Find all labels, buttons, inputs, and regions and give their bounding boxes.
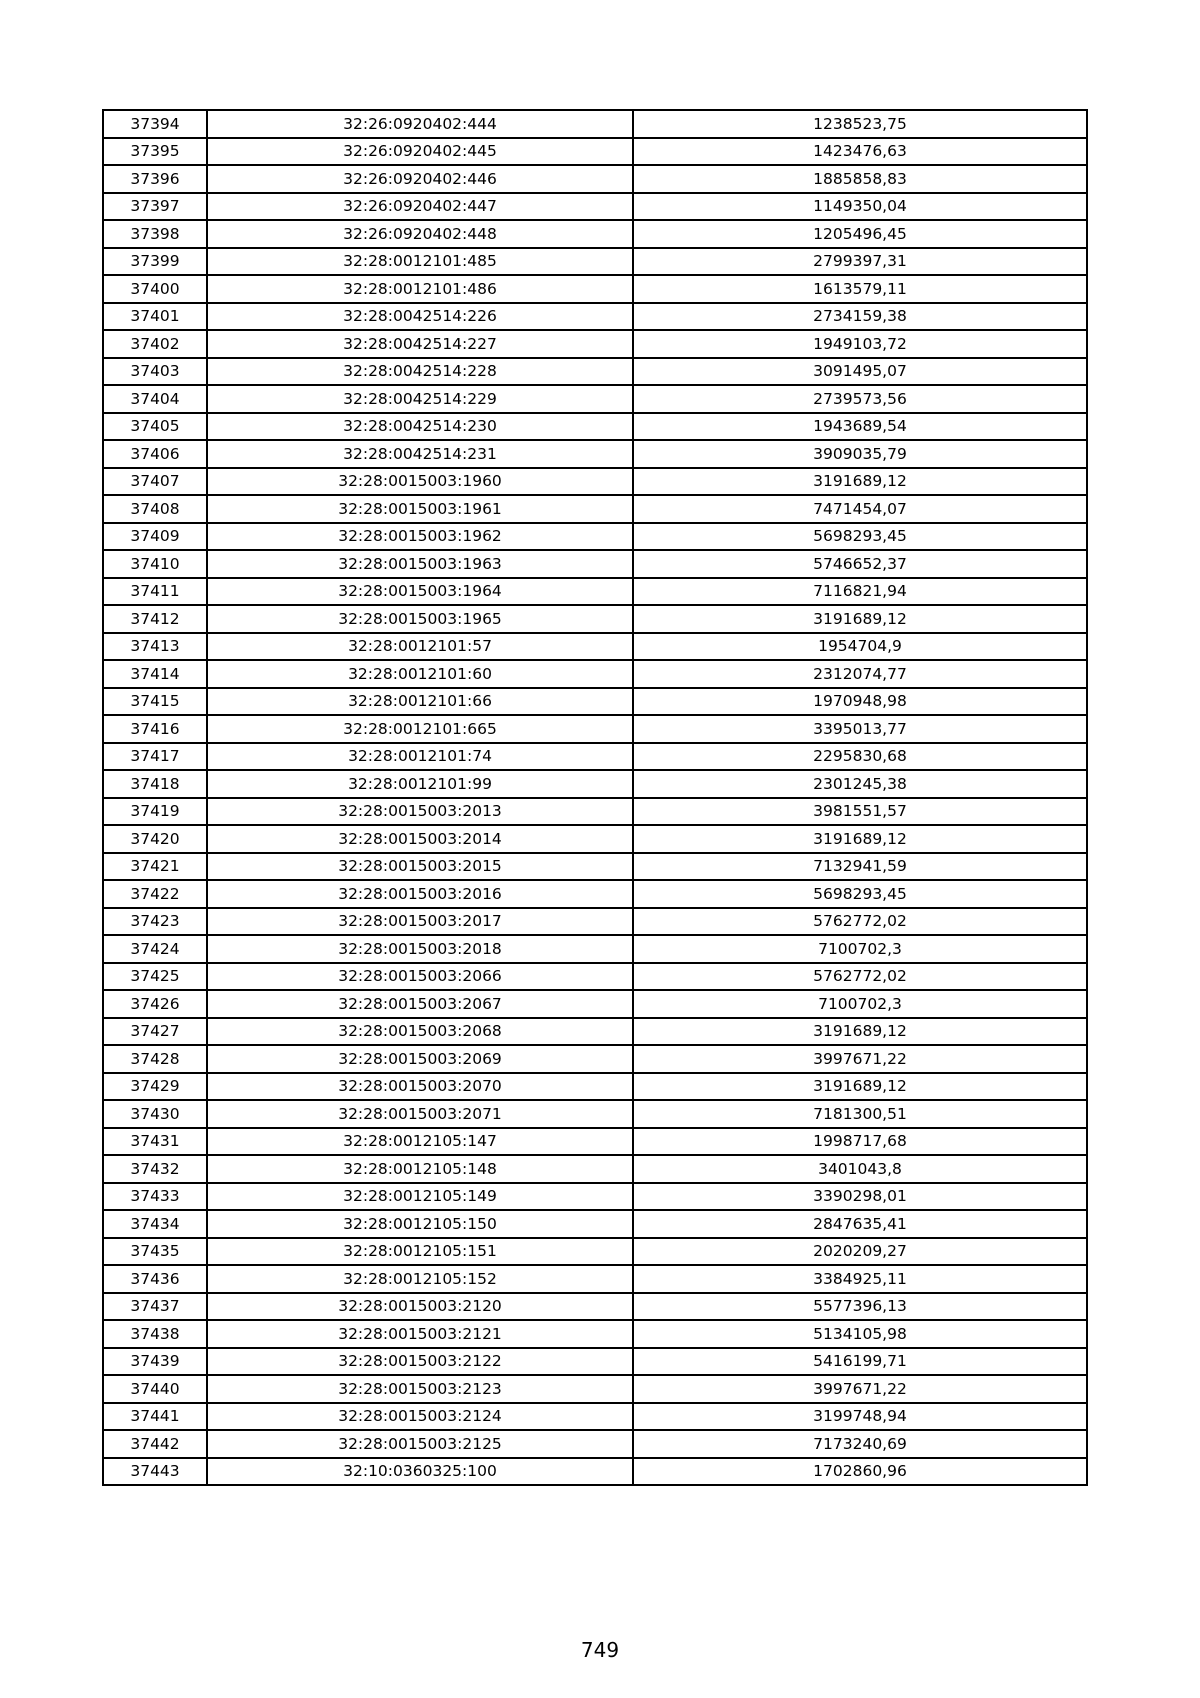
row-number-cell: 37424 bbox=[103, 935, 207, 963]
row-number-cell: 37410 bbox=[103, 550, 207, 578]
cadastral-number-cell: 32:28:0015003:2121 bbox=[207, 1320, 633, 1348]
row-number-cell: 37430 bbox=[103, 1100, 207, 1128]
row-number-cell: 37435 bbox=[103, 1238, 207, 1266]
value-cell: 3191689,12 bbox=[633, 1018, 1087, 1046]
cadastral-number-cell: 32:28:0015003:2018 bbox=[207, 935, 633, 963]
row-number-cell: 37416 bbox=[103, 715, 207, 743]
cadastral-number-cell: 32:28:0015003:2069 bbox=[207, 1045, 633, 1073]
table-row bbox=[103, 1320, 1087, 1348]
row-number-cell: 37418 bbox=[103, 770, 207, 798]
table-row bbox=[103, 1045, 1087, 1073]
row-number-cell: 37398 bbox=[103, 220, 207, 248]
row-number-cell: 37405 bbox=[103, 413, 207, 441]
row-number-cell: 37412 bbox=[103, 605, 207, 633]
page-number: 749 bbox=[580, 1638, 620, 1662]
row-number-cell: 37432 bbox=[103, 1155, 207, 1183]
cadastral-number-cell: 32:28:0012105:148 bbox=[207, 1155, 633, 1183]
row-number-cell: 37426 bbox=[103, 990, 207, 1018]
row-number-cell: 37402 bbox=[103, 330, 207, 358]
value-cell: 2799397,31 bbox=[633, 248, 1087, 276]
value-cell: 3997671,22 bbox=[633, 1045, 1087, 1073]
row-number-cell: 37438 bbox=[103, 1320, 207, 1348]
row-number-cell: 37415 bbox=[103, 688, 207, 716]
cadastral-number-cell: 32:28:0015003:2016 bbox=[207, 880, 633, 908]
table-row bbox=[103, 330, 1087, 358]
table-row bbox=[103, 743, 1087, 771]
table-row bbox=[103, 715, 1087, 743]
value-cell: 5762772,02 bbox=[633, 963, 1087, 991]
cadastral-number-cell: 32:26:0920402:447 bbox=[207, 193, 633, 221]
cadastral-number-cell: 32:26:0920402:448 bbox=[207, 220, 633, 248]
table-row bbox=[103, 963, 1087, 991]
cadastral-number-cell: 32:28:0012105:152 bbox=[207, 1265, 633, 1293]
cadastral-number-cell: 32:28:0012101:57 bbox=[207, 633, 633, 661]
cadastral-number-cell: 32:28:0012101:485 bbox=[207, 248, 633, 276]
row-number-cell: 37437 bbox=[103, 1293, 207, 1321]
value-cell: 1885858,83 bbox=[633, 165, 1087, 193]
cadastral-number-cell: 32:28:0015003:2122 bbox=[207, 1348, 633, 1376]
cadastral-number-cell: 32:28:0015003:1963 bbox=[207, 550, 633, 578]
table-row bbox=[103, 825, 1087, 853]
cadastral-number-cell: 32:28:0042514:231 bbox=[207, 440, 633, 468]
cadastral-number-cell: 32:28:0012105:150 bbox=[207, 1210, 633, 1238]
table-row bbox=[103, 138, 1087, 166]
row-number-cell: 37397 bbox=[103, 193, 207, 221]
cadastral-number-cell: 32:28:0015003:2068 bbox=[207, 1018, 633, 1046]
table-row bbox=[103, 385, 1087, 413]
table-row bbox=[103, 880, 1087, 908]
row-number-cell: 37406 bbox=[103, 440, 207, 468]
cadastral-number-cell: 32:28:0012105:151 bbox=[207, 1238, 633, 1266]
cadastral-number-cell: 32:28:0015003:1965 bbox=[207, 605, 633, 633]
row-number-cell: 37396 bbox=[103, 165, 207, 193]
cadastral-number-cell: 32:28:0012101:66 bbox=[207, 688, 633, 716]
row-number-cell: 37403 bbox=[103, 358, 207, 386]
row-number-cell: 37420 bbox=[103, 825, 207, 853]
cadastral-number-cell: 32:28:0015003:2070 bbox=[207, 1073, 633, 1101]
value-cell: 2301245,38 bbox=[633, 770, 1087, 798]
value-cell: 1949103,72 bbox=[633, 330, 1087, 358]
value-cell: 1970948,98 bbox=[633, 688, 1087, 716]
cadastral-number-cell: 32:28:0015003:1962 bbox=[207, 523, 633, 551]
value-cell: 2020209,27 bbox=[633, 1238, 1087, 1266]
value-cell: 3191689,12 bbox=[633, 468, 1087, 496]
value-cell: 1205496,45 bbox=[633, 220, 1087, 248]
table-row bbox=[103, 770, 1087, 798]
cadastral-number-cell: 32:28:0015003:2017 bbox=[207, 908, 633, 936]
row-number-cell: 37440 bbox=[103, 1375, 207, 1403]
cadastral-number-cell: 32:28:0012101:60 bbox=[207, 660, 633, 688]
cadastral-number-cell: 32:28:0042514:228 bbox=[207, 358, 633, 386]
value-cell: 1238523,75 bbox=[633, 110, 1087, 138]
value-cell: 3390298,01 bbox=[633, 1183, 1087, 1211]
row-number-cell: 37428 bbox=[103, 1045, 207, 1073]
table-row bbox=[103, 193, 1087, 221]
row-number-cell: 37423 bbox=[103, 908, 207, 936]
cadastral-number-cell: 32:28:0015003:2123 bbox=[207, 1375, 633, 1403]
value-cell: 1613579,11 bbox=[633, 275, 1087, 303]
value-cell: 3997671,22 bbox=[633, 1375, 1087, 1403]
table-row bbox=[103, 413, 1087, 441]
row-number-cell: 37425 bbox=[103, 963, 207, 991]
table-row bbox=[103, 633, 1087, 661]
row-number-cell: 37439 bbox=[103, 1348, 207, 1376]
value-cell: 7100702,3 bbox=[633, 990, 1087, 1018]
cadastral-number-cell: 32:28:0015003:1961 bbox=[207, 495, 633, 523]
value-cell: 3191689,12 bbox=[633, 1073, 1087, 1101]
row-number-cell: 37419 bbox=[103, 798, 207, 826]
row-number-cell: 37408 bbox=[103, 495, 207, 523]
row-number-cell: 37422 bbox=[103, 880, 207, 908]
table-row bbox=[103, 798, 1087, 826]
value-cell: 1998717,68 bbox=[633, 1128, 1087, 1156]
table-row bbox=[103, 688, 1087, 716]
cadastral-number-cell: 32:28:0015003:2125 bbox=[207, 1430, 633, 1458]
cadastral-number-cell: 32:28:0012101:486 bbox=[207, 275, 633, 303]
value-cell: 1423476,63 bbox=[633, 138, 1087, 166]
row-number-cell: 37443 bbox=[103, 1458, 207, 1486]
table-row bbox=[103, 1018, 1087, 1046]
cadastral-number-cell: 32:28:0042514:230 bbox=[207, 413, 633, 441]
table-row bbox=[103, 1348, 1087, 1376]
value-cell: 1954704,9 bbox=[633, 633, 1087, 661]
table-row bbox=[103, 1265, 1087, 1293]
value-cell: 7471454,07 bbox=[633, 495, 1087, 523]
cadastral-number-cell: 32:28:0012101:665 bbox=[207, 715, 633, 743]
cadastral-number-cell: 32:28:0015003:1960 bbox=[207, 468, 633, 496]
table-row bbox=[103, 1073, 1087, 1101]
cadastral-number-cell: 32:28:0015003:2067 bbox=[207, 990, 633, 1018]
row-number-cell: 37409 bbox=[103, 523, 207, 551]
row-number-cell: 37395 bbox=[103, 138, 207, 166]
cadastral-number-cell: 32:26:0920402:446 bbox=[207, 165, 633, 193]
table-row bbox=[103, 1100, 1087, 1128]
table-row bbox=[103, 248, 1087, 276]
row-number-cell: 37394 bbox=[103, 110, 207, 138]
value-cell: 3191689,12 bbox=[633, 825, 1087, 853]
cadastral-number-cell: 32:28:0012101:99 bbox=[207, 770, 633, 798]
value-cell: 3199748,94 bbox=[633, 1403, 1087, 1431]
table-row bbox=[103, 1293, 1087, 1321]
table-row bbox=[103, 523, 1087, 551]
cadastral-number-cell: 32:28:0015003:2015 bbox=[207, 853, 633, 881]
row-number-cell: 37429 bbox=[103, 1073, 207, 1101]
value-cell: 7173240,69 bbox=[633, 1430, 1087, 1458]
value-cell: 7181300,51 bbox=[633, 1100, 1087, 1128]
row-number-cell: 37399 bbox=[103, 248, 207, 276]
value-cell: 2739573,56 bbox=[633, 385, 1087, 413]
value-cell: 5746652,37 bbox=[633, 550, 1087, 578]
table-row bbox=[103, 303, 1087, 331]
cadastral-number-cell: 32:28:0015003:2120 bbox=[207, 1293, 633, 1321]
cadastral-number-cell: 32:10:0360325:100 bbox=[207, 1458, 633, 1486]
cadastral-number-cell: 32:28:0012105:149 bbox=[207, 1183, 633, 1211]
cadastral-number-cell: 32:28:0012105:147 bbox=[207, 1128, 633, 1156]
row-number-cell: 37442 bbox=[103, 1430, 207, 1458]
table-row bbox=[103, 1183, 1087, 1211]
cadastral-number-cell: 32:28:0042514:226 bbox=[207, 303, 633, 331]
row-number-cell: 37427 bbox=[103, 1018, 207, 1046]
cadastral-number-cell: 32:26:0920402:444 bbox=[207, 110, 633, 138]
table-row bbox=[103, 660, 1087, 688]
row-number-cell: 37431 bbox=[103, 1128, 207, 1156]
cadastral-number-cell: 32:26:0920402:445 bbox=[207, 138, 633, 166]
row-number-cell: 37400 bbox=[103, 275, 207, 303]
cadastral-number-cell: 32:28:0015003:2066 bbox=[207, 963, 633, 991]
row-number-cell: 37436 bbox=[103, 1265, 207, 1293]
row-number-cell: 37414 bbox=[103, 660, 207, 688]
table-row bbox=[103, 1375, 1087, 1403]
table-row bbox=[103, 1238, 1087, 1266]
table-row bbox=[103, 468, 1087, 496]
value-cell: 1149350,04 bbox=[633, 193, 1087, 221]
row-number-cell: 37417 bbox=[103, 743, 207, 771]
table-row bbox=[103, 578, 1087, 606]
value-cell: 5416199,71 bbox=[633, 1348, 1087, 1376]
value-cell: 7100702,3 bbox=[633, 935, 1087, 963]
table-row bbox=[103, 1155, 1087, 1183]
table-row bbox=[103, 990, 1087, 1018]
cadastral-number-cell: 32:28:0015003:2124 bbox=[207, 1403, 633, 1431]
value-cell: 5698293,45 bbox=[633, 523, 1087, 551]
value-cell: 5762772,02 bbox=[633, 908, 1087, 936]
table-row bbox=[103, 1458, 1087, 1486]
value-cell: 1943689,54 bbox=[633, 413, 1087, 441]
value-cell: 3191689,12 bbox=[633, 605, 1087, 633]
table-row bbox=[103, 853, 1087, 881]
value-cell: 7116821,94 bbox=[633, 578, 1087, 606]
row-number-cell: 37421 bbox=[103, 853, 207, 881]
row-number-cell: 37407 bbox=[103, 468, 207, 496]
row-number-cell: 37401 bbox=[103, 303, 207, 331]
cadastral-number-cell: 32:28:0015003:2014 bbox=[207, 825, 633, 853]
table-body bbox=[103, 110, 1087, 1485]
table-row bbox=[103, 358, 1087, 386]
cadastral-number-cell: 32:28:0015003:2013 bbox=[207, 798, 633, 826]
value-cell: 2312074,77 bbox=[633, 660, 1087, 688]
cadastral-number-cell: 32:28:0015003:1964 bbox=[207, 578, 633, 606]
table-row bbox=[103, 495, 1087, 523]
cadastral-number-cell: 32:28:0012101:74 bbox=[207, 743, 633, 771]
value-cell: 2847635,41 bbox=[633, 1210, 1087, 1238]
cadastral-number-cell: 32:28:0015003:2071 bbox=[207, 1100, 633, 1128]
value-cell: 3981551,57 bbox=[633, 798, 1087, 826]
data-table bbox=[102, 109, 1088, 1486]
table-row bbox=[103, 110, 1087, 138]
table-row bbox=[103, 1430, 1087, 1458]
table-row bbox=[103, 908, 1087, 936]
row-number-cell: 37441 bbox=[103, 1403, 207, 1431]
table-row bbox=[103, 605, 1087, 633]
value-cell: 3401043,8 bbox=[633, 1155, 1087, 1183]
row-number-cell: 37433 bbox=[103, 1183, 207, 1211]
value-cell: 5698293,45 bbox=[633, 880, 1087, 908]
cadastral-number-cell: 32:28:0042514:229 bbox=[207, 385, 633, 413]
table-row bbox=[103, 550, 1087, 578]
value-cell: 3384925,11 bbox=[633, 1265, 1087, 1293]
value-cell: 3909035,79 bbox=[633, 440, 1087, 468]
value-cell: 1702860,96 bbox=[633, 1458, 1087, 1486]
table-row bbox=[103, 220, 1087, 248]
table-row bbox=[103, 1128, 1087, 1156]
table-row bbox=[103, 165, 1087, 193]
value-cell: 7132941,59 bbox=[633, 853, 1087, 881]
row-number-cell: 37413 bbox=[103, 633, 207, 661]
table-row bbox=[103, 935, 1087, 963]
cadastral-number-cell: 32:28:0042514:227 bbox=[207, 330, 633, 358]
row-number-cell: 37434 bbox=[103, 1210, 207, 1238]
table-row bbox=[103, 1403, 1087, 1431]
row-number-cell: 37411 bbox=[103, 578, 207, 606]
value-cell: 2734159,38 bbox=[633, 303, 1087, 331]
table-row bbox=[103, 440, 1087, 468]
value-cell: 5134105,98 bbox=[633, 1320, 1087, 1348]
table-row bbox=[103, 1210, 1087, 1238]
table-row bbox=[103, 275, 1087, 303]
value-cell: 5577396,13 bbox=[633, 1293, 1087, 1321]
row-number-cell: 37404 bbox=[103, 385, 207, 413]
value-cell: 3395013,77 bbox=[633, 715, 1087, 743]
value-cell: 3091495,07 bbox=[633, 358, 1087, 386]
value-cell: 2295830,68 bbox=[633, 743, 1087, 771]
